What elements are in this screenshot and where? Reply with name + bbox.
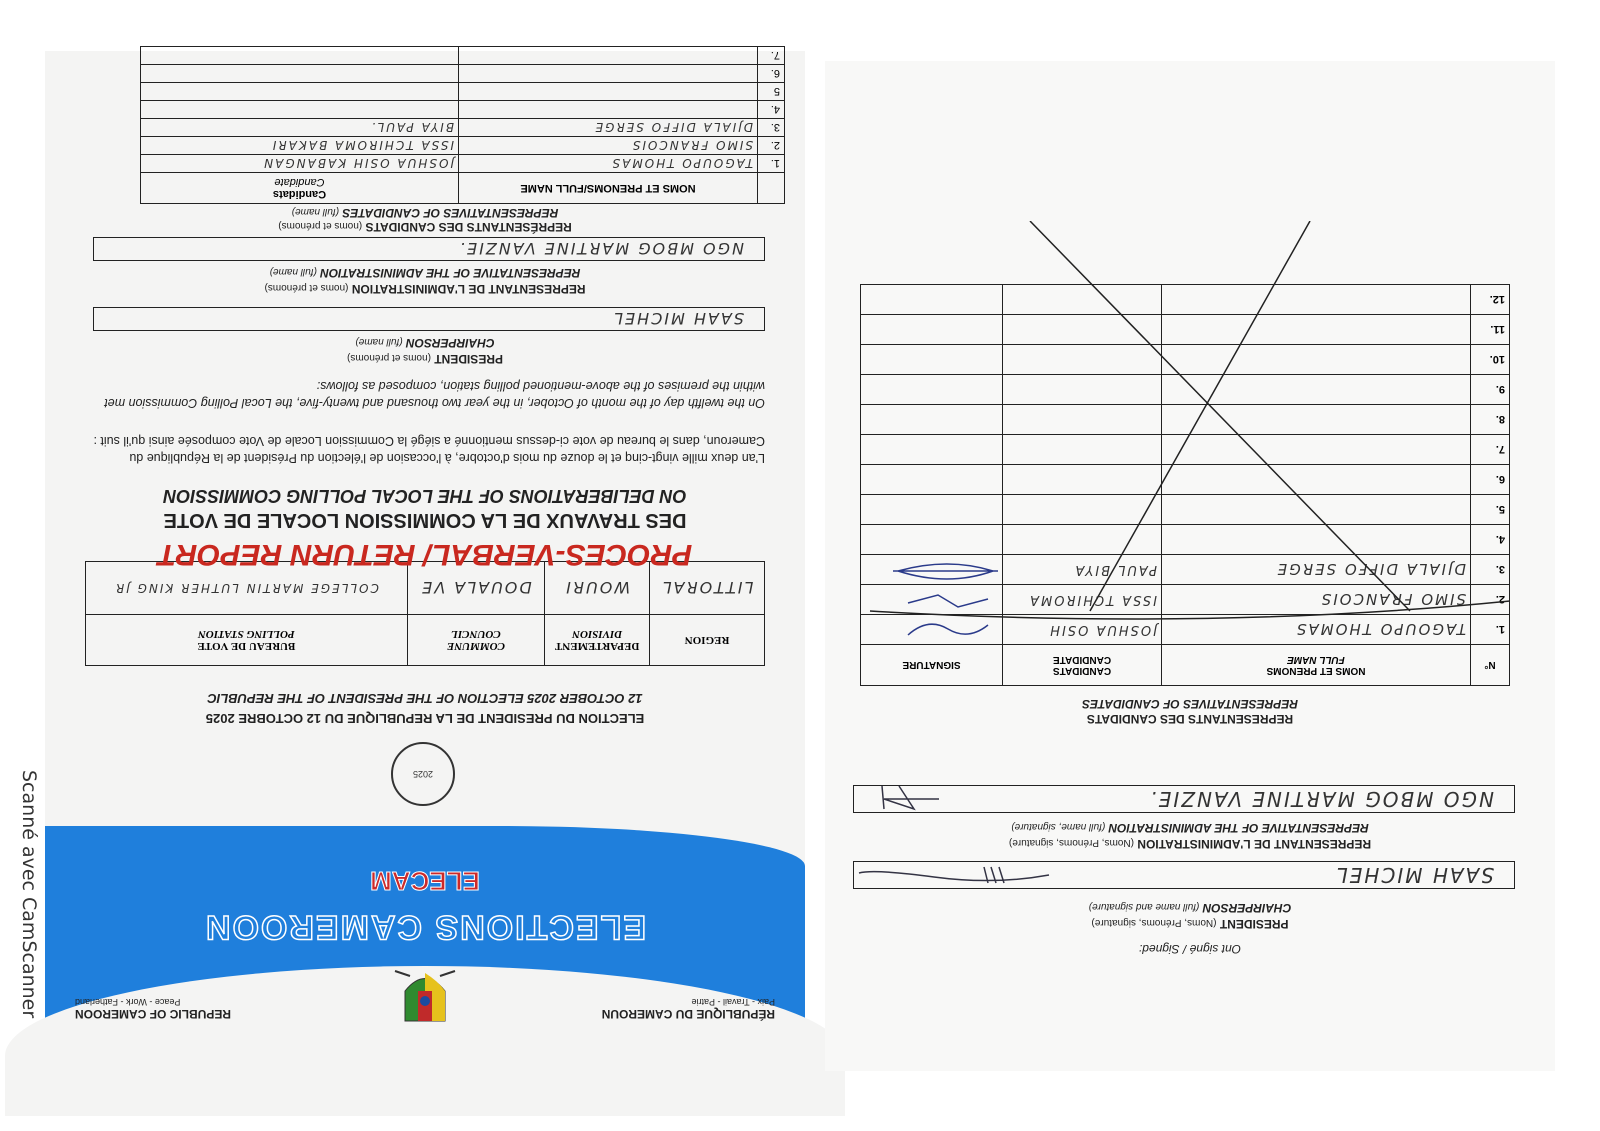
paragraph-fr: L'an deux mille vingt-cinq et le douze du mois d'octobre, à l'occasion de l'élection du Président de la République du Cameroun, dans le bureau de vote ci-dessus mentionné a siégé la Commission Locale de Vote composée ainsi qu'il suit :: [93, 434, 765, 465]
rep-name-cell[interactable]: [1162, 345, 1471, 375]
cand-reps-label: [45, 220, 805, 234]
candidate-cell[interactable]: [141, 101, 459, 119]
table-row: [861, 465, 1510, 495]
sig-chairperson-label: [825, 901, 1555, 915]
sig-admin-name: NGO MBOG MARTINE VANZIE.: [1148, 787, 1494, 811]
header-council: [407, 615, 545, 666]
row-num: 5.: [1471, 495, 1510, 525]
rep-name-cell[interactable]: [1162, 495, 1471, 525]
row-num: 10.: [1471, 345, 1510, 375]
return-report-page: [45, 51, 805, 1056]
signature-cell[interactable]: [861, 525, 1003, 555]
sig-cand-label: REPRESENTANTS DES CANDIDATS: [1086, 712, 1294, 726]
report-title: PROCES-VERBAL/ RETURN REPORT: [157, 538, 693, 571]
candidate-representatives-table: [140, 46, 785, 204]
row-num: 4.: [758, 101, 785, 119]
signature-icon: [898, 619, 998, 643]
table-row: [861, 585, 1510, 615]
rep-name: SIMO FRANCOIS: [1319, 590, 1466, 609]
division-text: WOURI: [564, 578, 631, 598]
candidate-cell[interactable]: [1003, 495, 1162, 525]
header-num: N°: [1471, 645, 1510, 686]
org-acronym: ELECAM: [370, 866, 480, 896]
rep-name-cell[interactable]: [459, 137, 758, 155]
signature-cell[interactable]: [861, 465, 1003, 495]
motto-en: Peace - Work - Fatherland: [75, 997, 181, 1007]
sig-admin-en: REPRESENTATIVE OF THE ADMINISTRATION: [1108, 821, 1369, 835]
signature-cell[interactable]: [861, 375, 1003, 405]
cand-reps-label-fr: REPRÉSENTANTS DES CANDIDATS: [365, 220, 572, 234]
rep-name-cell[interactable]: [1162, 615, 1471, 645]
candidate-cell[interactable]: [1003, 585, 1162, 615]
table-row: [141, 137, 785, 155]
admin-rep-label-en: REPRESENTATIVE OF THE ADMINISTRATION: [320, 266, 581, 280]
polling-station-text: COLLEGE MARTIN LUTHER KING JR: [113, 581, 379, 595]
row-num: 7.: [758, 47, 785, 65]
header-council-en: COUNCIL: [451, 628, 501, 640]
header-candidate: [141, 173, 459, 204]
candidate-cell[interactable]: [1003, 315, 1162, 345]
rep-name-cell[interactable]: [459, 101, 758, 119]
table-row: [141, 155, 785, 173]
header-region: [650, 615, 765, 666]
camscanner-watermark: Scanné avec CamScanner: [18, 770, 40, 1019]
table-row: [861, 615, 1510, 645]
table-row: [861, 345, 1510, 375]
rep-name: TAGOUPO THOMAS: [1294, 620, 1466, 639]
header-num: [758, 173, 785, 204]
candidate-cell[interactable]: [1003, 615, 1162, 645]
row-num: 5: [758, 83, 785, 101]
candidate-cell[interactable]: [1003, 465, 1162, 495]
cand-reps-note-en: (full name): [291, 206, 339, 217]
chairperson-label-en: CHAIRPERSON: [405, 336, 495, 350]
table-row: [861, 435, 1510, 465]
council-text: DOUALA VE: [420, 578, 532, 598]
sig-admin-note-fr: (Noms, Prénoms, signature): [1008, 837, 1134, 848]
admin-rep-label: [45, 282, 805, 296]
admin-rep-name-field[interactable]: [93, 237, 765, 261]
rep-name: DJIALA DIFFO SERGE: [593, 120, 753, 135]
header-candidate-fr: Candidats: [272, 188, 327, 200]
header-candidate: [1003, 645, 1162, 686]
row-num: 4.: [1471, 525, 1510, 555]
signature-cell[interactable]: [861, 435, 1003, 465]
signatures-table: [860, 284, 1510, 686]
candidate-cell[interactable]: [1003, 555, 1162, 585]
header-division-en: DIVISION: [572, 628, 623, 640]
rep-name-cell[interactable]: [459, 119, 758, 137]
signature-cell[interactable]: [861, 585, 1003, 615]
sig-admin-field[interactable]: [853, 785, 1515, 813]
row-num: 9.: [1471, 375, 1510, 405]
candidate-cell[interactable]: [141, 119, 459, 137]
seal-year: 2025: [412, 769, 434, 779]
admin-rep-name: NGO MBOG MARTINE VANZIE.: [457, 239, 744, 259]
row-num: 1.: [758, 155, 785, 173]
cand-reps-label-en-row: [45, 206, 805, 220]
rep-name-cell[interactable]: [1162, 465, 1471, 495]
sig-president-fr: PRESIDENT: [1219, 917, 1289, 931]
signed-label: Ont signé / Signed:: [1138, 942, 1242, 956]
table-row: [861, 495, 1510, 525]
table-row: [141, 83, 785, 101]
region-text: LITTORAL: [660, 578, 754, 598]
candidate-name: ISSA TCHIROMA BAKARI: [270, 138, 454, 153]
sig-admin-en-label: [825, 821, 1555, 835]
signature-cell[interactable]: [861, 615, 1003, 645]
rep-name-cell[interactable]: [1162, 375, 1471, 405]
admin-rep-note-en: (full name): [269, 266, 317, 277]
candidate-cell[interactable]: [1003, 405, 1162, 435]
org-title: ELECTIONS CAMEROON: [203, 908, 647, 946]
table-row: [141, 119, 785, 137]
sig-president-name: SAAH MICHEL: [1334, 863, 1494, 887]
chairperson-label: [45, 336, 805, 350]
rep-name-cell[interactable]: [1162, 585, 1471, 615]
rep-name-cell[interactable]: [459, 83, 758, 101]
rep-name-cell[interactable]: [1162, 315, 1471, 345]
row-num: 2.: [758, 137, 785, 155]
header-station-fr: BUREAU DE VOTE: [197, 640, 296, 652]
president-label: [45, 352, 805, 366]
president-signature-icon: [854, 863, 1054, 887]
republic-fr: [602, 997, 775, 1021]
row-num: 12.: [1471, 285, 1510, 315]
table-row: [861, 285, 1510, 315]
sig-chairperson-note-en: (full name and signature): [1088, 901, 1200, 912]
rep-name-cell[interactable]: [459, 47, 758, 65]
report-subtitle-fr: DES TRAVAUX DE LA COMMISSION LOCALE DE VOTE: [163, 509, 687, 531]
signature-cell[interactable]: [861, 345, 1003, 375]
admin-rep-note-fr: (noms et prénoms): [264, 282, 349, 293]
rep-name-cell[interactable]: [459, 155, 758, 173]
chairperson-note-en: (full name): [355, 336, 403, 347]
header-full-name: NOMS ET PRENOMS/FULL NAME: [459, 173, 758, 204]
sig-admin-label: [825, 837, 1555, 851]
header-signature: SIGNATURE: [861, 645, 1003, 686]
signature-cell[interactable]: [861, 555, 1003, 585]
republic-en-label: REPUBLIC OF CAMEROON: [75, 1007, 231, 1021]
republic-fr-label: RÉPUBLIQUE DU CAMEROUN: [601, 1007, 775, 1021]
candidate-cell[interactable]: [1003, 345, 1162, 375]
rep-name-cell[interactable]: [1162, 285, 1471, 315]
candidate-name: PAUL BIYA: [1073, 562, 1157, 577]
header-full-name: [1162, 645, 1471, 686]
signatures-page: [825, 61, 1555, 1071]
candidate-name: JOSHUA OSIH KABANGAN: [262, 156, 454, 171]
cand-reps-note-fr: (noms et prénoms): [278, 220, 363, 231]
header-council-fr: COMMUNE: [446, 640, 505, 652]
row-num: 7.: [1471, 435, 1510, 465]
table-row: [141, 47, 785, 65]
signature-icon: [888, 559, 998, 583]
candidate-cell[interactable]: [1003, 525, 1162, 555]
sig-admin-fr: REPRESENTANT DE L'ADMINISTRATION: [1137, 837, 1372, 851]
signature-cell[interactable]: [861, 495, 1003, 525]
admin-signature-icon: [854, 784, 944, 814]
president-name-field[interactable]: [93, 307, 765, 331]
admin-rep-label-fr: REPRESENTANT DE L'ADMINISTRATION: [351, 282, 586, 296]
table-row: [861, 525, 1510, 555]
signature-icon: [898, 589, 998, 613]
row-num: 2.: [1471, 585, 1510, 615]
candidate-cell[interactable]: [141, 137, 459, 155]
candidate-cell[interactable]: [1003, 285, 1162, 315]
candidate-name: BIYA PAUL.: [369, 120, 454, 135]
signature-cell[interactable]: [861, 315, 1003, 345]
table-row: [861, 405, 1510, 435]
candidate-cell[interactable]: [1003, 435, 1162, 465]
header-name-fr: NOMS ET PRENOMS: [1266, 665, 1366, 676]
paragraph-en: On the twelfth day of the month of October, in the year two thousand and twenty-five, the Local Polling Commission met within the premises of the above-mentioned polling station, composed as follows:: [104, 379, 765, 410]
elecam-banner: [45, 796, 805, 1056]
header-candidate-en: Candidate: [274, 176, 325, 188]
location-table: [85, 561, 765, 666]
sig-president-label: [825, 917, 1555, 931]
admin-rep-label-en-row: [45, 266, 805, 280]
president-note-fr: (noms et prénoms): [347, 352, 431, 363]
report-subtitle-en: ON DELIBERATIONS OF THE LOCAL POLLING COMMISSION: [163, 486, 687, 506]
candidate-cell[interactable]: [141, 47, 459, 65]
motto-fr: Paix - Travail - Patrie: [691, 997, 775, 1007]
cand-reps-label-en: REPRESENTATIVES OF CANDIDATES: [342, 206, 559, 220]
row-num: 1.: [1471, 615, 1510, 645]
sig-president-note-fr: (Noms, Prénoms, signature): [1091, 917, 1217, 928]
table-row: [141, 65, 785, 83]
candidate-cell[interactable]: [141, 83, 459, 101]
rep-name: DJIALA DIFFO SERGE: [1275, 560, 1466, 579]
rep-name-cell[interactable]: [1162, 525, 1471, 555]
row-num: 11.: [1471, 315, 1510, 345]
row-num: 3.: [758, 119, 785, 137]
row-num: 6.: [758, 65, 785, 83]
header-cand-en: CANDIDATE: [1052, 654, 1112, 665]
table-row: [861, 375, 1510, 405]
coat-of-arms-icon: [390, 961, 460, 1031]
header-polling-station: [86, 615, 408, 666]
header-division: [545, 615, 650, 666]
sig-admin-note-en: (full name, signature): [1011, 821, 1106, 832]
candidate-name: ISSA TCHIROMA: [1028, 592, 1157, 607]
row-num: 3.: [1471, 555, 1510, 585]
rep-name-cell[interactable]: [1162, 405, 1471, 435]
table-row: [861, 555, 1510, 585]
candidate-name: JOSHUA OSIH: [1048, 622, 1157, 637]
header-division-fr: DEPARTEMENT: [554, 640, 640, 652]
rep-name: TAGOUPO THOMAS: [610, 156, 753, 171]
header-region-fr: REGION: [684, 634, 730, 646]
president-name: SAAH MICHEL: [612, 309, 744, 329]
candidate-cell[interactable]: [141, 65, 459, 83]
president-label-fr: PRESIDENT: [434, 352, 503, 366]
signature-cell[interactable]: [861, 405, 1003, 435]
sig-cand-en-label: REPRESENTATIVES OF CANDIDATES: [1081, 697, 1299, 711]
header-cand-fr: CANDIDATS: [1052, 665, 1112, 676]
election-title-en: 12 OCTOBER 2025 ELECTION OF THE PRESIDENT OF THE REPUBLIC: [207, 691, 643, 706]
rep-name-cell[interactable]: [1162, 435, 1471, 465]
sig-president-field[interactable]: [853, 861, 1515, 889]
header-name-en: FULL NAME: [1287, 654, 1345, 665]
candidate-cell[interactable]: [141, 155, 459, 173]
election-title-fr: ELECTION DU PRESIDENT DE LA REPUBLIQUE DU 12 OCTOBRE 2025: [205, 711, 645, 726]
rep-name-cell[interactable]: [1162, 555, 1471, 585]
table-row: [861, 315, 1510, 345]
republic-en: [75, 997, 231, 1021]
row-num: 8.: [1471, 405, 1510, 435]
rep-name: SIMO FRANCOIS: [630, 138, 753, 153]
rep-name-cell[interactable]: [459, 65, 758, 83]
sig-chairperson-en: CHAIRPERSON: [1202, 901, 1292, 915]
header-station-en: POLLING STATION: [197, 628, 295, 640]
elecam-seal-icon: [391, 742, 455, 806]
table-row: [141, 101, 785, 119]
candidate-cell[interactable]: [1003, 375, 1162, 405]
signature-cell[interactable]: [861, 285, 1003, 315]
row-num: 6.: [1471, 465, 1510, 495]
